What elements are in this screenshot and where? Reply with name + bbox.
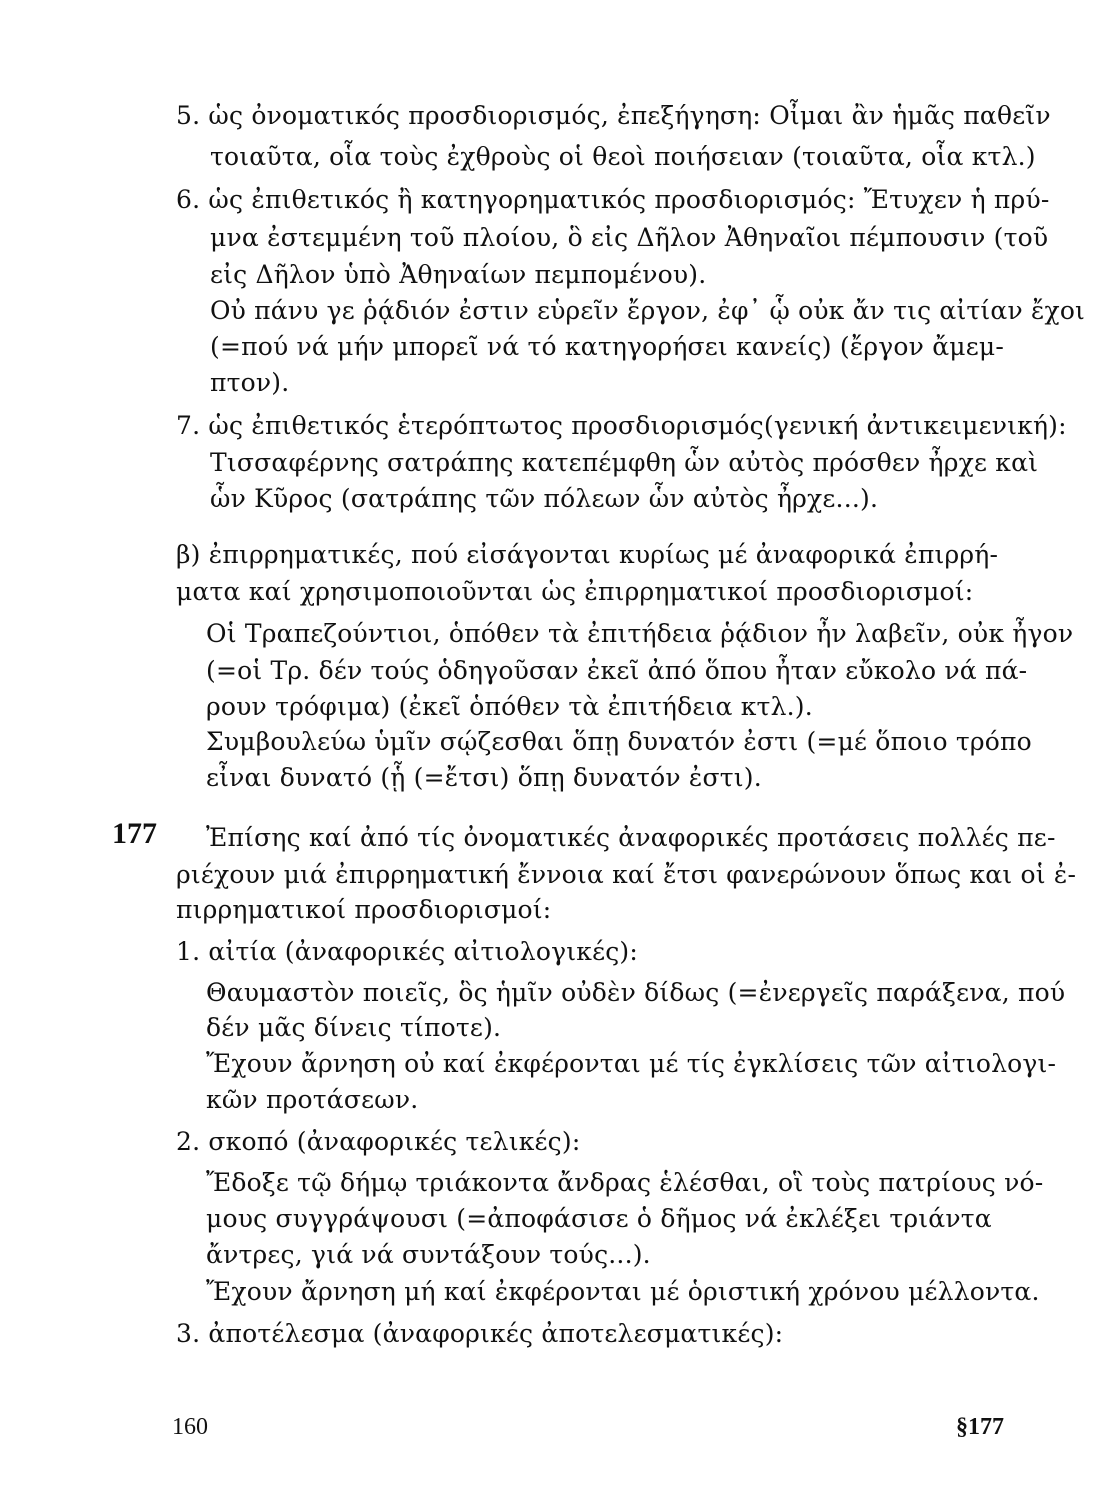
section-number: 177 bbox=[112, 817, 157, 850]
text-line: Ἔδοξε τῷ δήμῳ τριάκοντα ἄνδρας ἑλέσθαι, οἳ τοὺς πατρίους νό- bbox=[206, 1168, 1044, 1197]
text-line: 2. σκοπό (ἀναφορικές τελικές): bbox=[176, 1127, 581, 1156]
text-line: ριέχουν μιά ἐπιρρηματική ἔννοια καί ἔτσι φανερώνουν ὅπως και οἱ ἐ- bbox=[176, 860, 1077, 889]
text-line: τοιαῦτα, οἷα τοὺς ἐχθροὺς οἱ θεοὶ ποιήσειαν (τοιαῦτα, οἷα κτλ.) bbox=[210, 142, 1036, 171]
text-line: (=οἱ Τρ. δέν τούς ὁδηγοῦσαν ἐκεῖ ἀπό ὅπου ἦταν εὔκολο νά πά- bbox=[206, 656, 1028, 685]
text-line: κῶν προτάσεων. bbox=[206, 1085, 419, 1114]
text-line: Θαυμαστὸν ποιεῖς, ὃς ἡμῖν οὐδὲν δίδως (=ἐνεργεῖς παράξενα, πού bbox=[206, 978, 1066, 1007]
text-line: εἰς Δῆλον ὑπὸ Ἀθηναίων πεμπομένου). bbox=[210, 260, 707, 289]
text-line: πιρρηματικοί προσδιορισμοί: bbox=[176, 895, 552, 924]
text-line: Οἱ Τραπεζούντιοι, ὁπόθεν τὰ ἐπιτήδεια ῥᾴδιον ἦν λαβεῖν, οὐκ ἦγον bbox=[206, 619, 1074, 648]
section-reference: §177 bbox=[956, 1414, 1004, 1440]
text-line: ματα καί χρησιμοποιοῦνται ὡς ἐπιρρηματικοί προσδιορισμοί: bbox=[176, 577, 974, 606]
text-line: ἄντρες, γιά νά συντάξουν τούς...). bbox=[206, 1240, 651, 1269]
text-line: 1. αἰτία (ἀναφορικές αἰτιολογικές): bbox=[176, 937, 639, 966]
text-line: 5. ὡς ὀνοματικός προσδιορισμός, ἐπεξήγηση: Οἶμαι ἂν ἡμᾶς παθεῖν bbox=[176, 101, 1051, 130]
text-line: 3. ἀποτέλεσμα (ἀναφορικές ἀποτελεσματικές): bbox=[176, 1319, 784, 1348]
text-line: Ἔχουν ἄρνηση μή καί ἐκφέρονται μέ ὁριστική χρόνου μέλλοντα. bbox=[206, 1277, 1040, 1306]
text-line: μους συγγράψουσι (=ἀποφάσισε ὁ δῆμος νά ἐκλέξει τριάντα bbox=[206, 1204, 992, 1233]
text-line: Ἔχουν ἄρνηση οὐ καί ἐκφέρονται μέ τίς ἐγκλίσεις τῶν αἰτιολογι- bbox=[206, 1049, 1057, 1078]
text-line: Ἐπίσης καί ἀπό τίς ὀνοματικές ἀναφορικές προτάσεις πολλές πε- bbox=[206, 823, 1056, 852]
text-line: Τισσαφέρνης σατράπης κατεπέμφθη ὧν αὐτὸς πρόσθεν ἦρχε καὶ bbox=[210, 448, 1039, 477]
text-line: 7. ὡς ἐπιθετικός ἑτερόπτωτος προσδιορισμός(γενική ἀντικειμενική): bbox=[176, 411, 1067, 440]
text-line: (=πού νά μήν μπορεῖ νά τό κατηγορήσει κανείς) (ἔργον ἄμεμ- bbox=[210, 332, 1004, 361]
text-line: εἶναι δυνατό (ᾗ (=ἔτσι) ὅπῃ δυνατόν ἐστι). bbox=[206, 763, 762, 792]
page-number: 160 bbox=[172, 1414, 208, 1440]
text-line: Συμβουλεύω ὑμῖν σῴζεσθαι ὅπῃ δυνατόν ἐστι (=μέ ὅποιο τρόπο bbox=[206, 727, 1032, 756]
text-line: ρουν τρόφιμα) (ἐκεῖ ὁπόθεν τὰ ἐπιτήδεια κτλ.). bbox=[206, 692, 813, 721]
text-line: ὧν Κῦρος (σατράπης τῶν πόλεων ὧν αὐτὸς ἦρχε...). bbox=[210, 484, 879, 513]
text-line: Οὐ πάνυ γε ῥᾴδιόν ἐστιν εὑρεῖν ἔργον, ἐφ᾽ ᾧ οὐκ ἄν τις αἰτίαν ἔχοι bbox=[210, 296, 1086, 325]
text-line: μνα ἐστεμμένη τοῦ πλοίου, ὃ εἰς Δῆλον Ἀθηναῖοι πέμπουσιν (τοῦ bbox=[210, 223, 1049, 252]
text-line: 6. ὡς ἐπιθετικός ἢ κατηγορηματικός προσδιορισμός: Ἔτυχεν ἡ πρύ- bbox=[176, 185, 1050, 214]
text-line: δέν μᾶς δίνεις τίποτε). bbox=[206, 1013, 502, 1042]
text-line: πτον). bbox=[210, 368, 290, 397]
text-line: β) ἐπιρρηματικές, πού εἰσάγονται κυρίως μέ ἀναφορικά ἐπιρρή- bbox=[176, 540, 999, 569]
